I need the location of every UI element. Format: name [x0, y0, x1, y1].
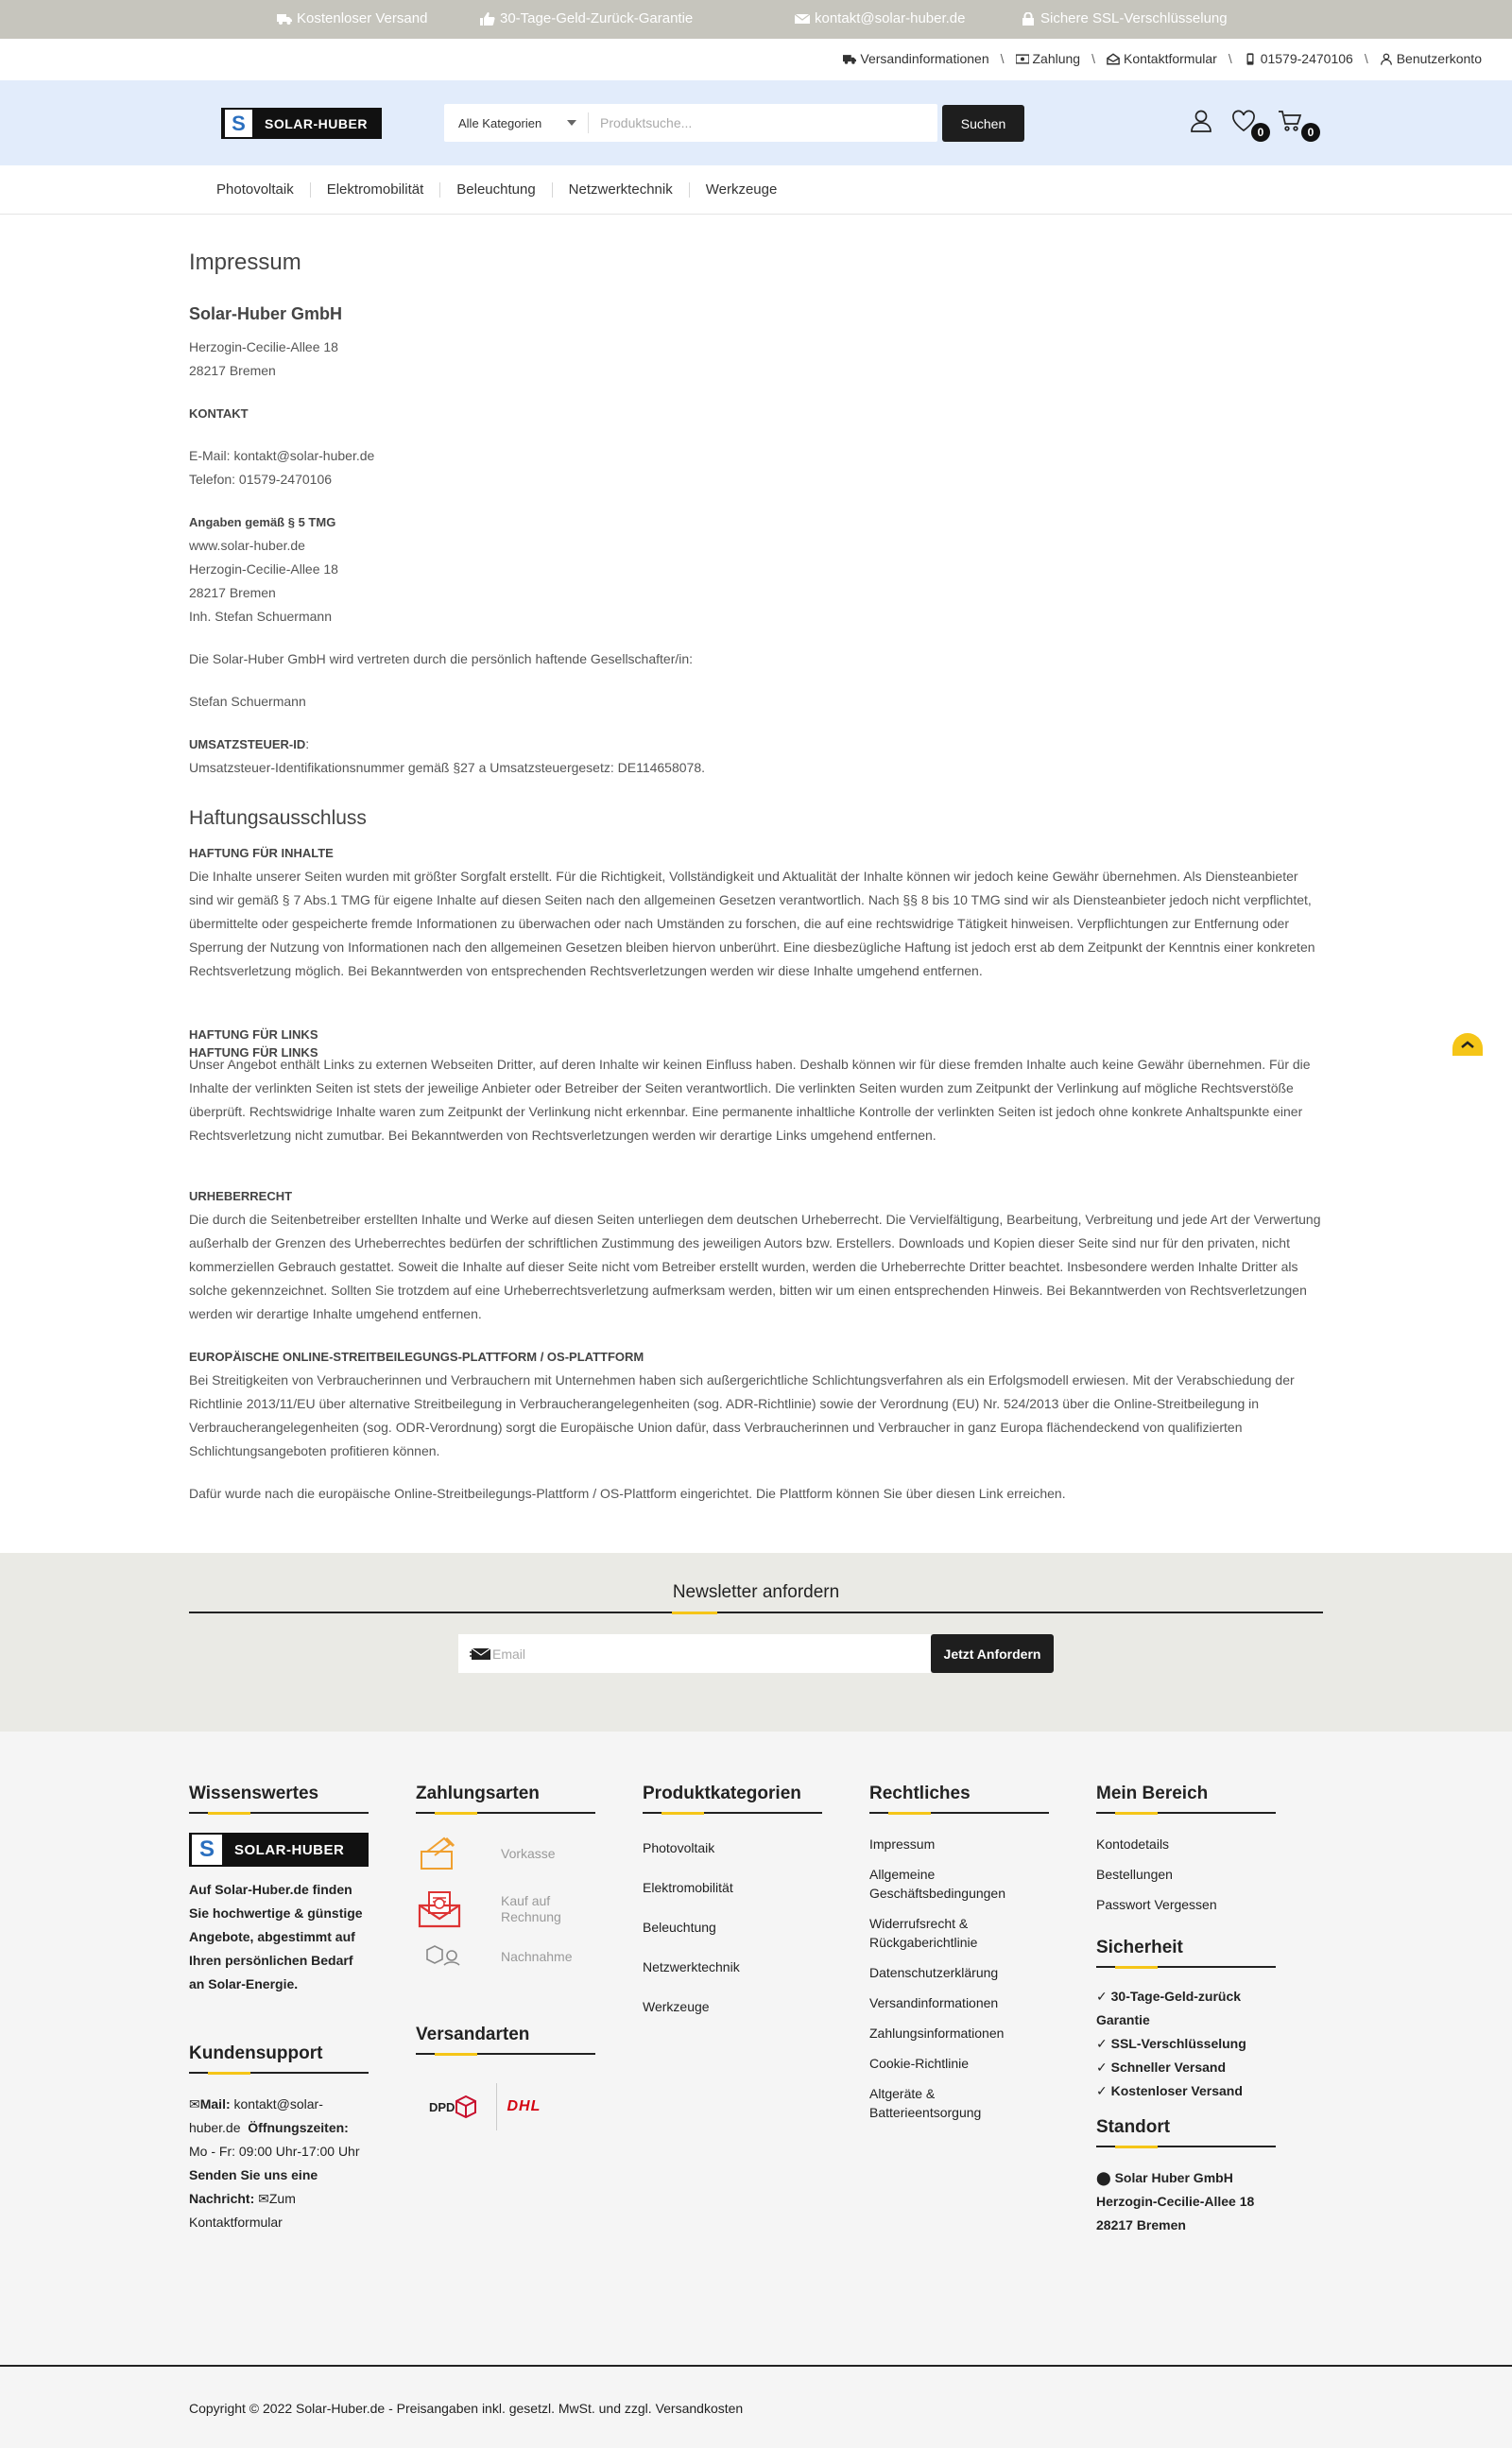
dpd-logo: DPD — [429, 2099, 455, 2114]
footer-legal-link[interactable]: Zahlungsinformationen — [869, 2026, 1005, 2041]
divider — [310, 182, 311, 198]
footer-account-link[interactable]: Passwort Vergessen — [1096, 1897, 1217, 1912]
footer-address: ⬤ Solar Huber GmbH Herzogin-Cecilie-Allee 18 28217 Bremen — [1096, 2170, 1255, 2233]
user-icon — [1380, 53, 1393, 65]
logo-text: SOLAR-HUBER — [265, 115, 368, 131]
service-link-payment[interactable]: Zahlung — [1016, 51, 1081, 66]
cart-count-badge: 0 — [1301, 123, 1320, 142]
copyright-heading: URHEBERRECHT — [189, 1189, 293, 1203]
footer-product-link[interactable]: Beleuchtung — [643, 1920, 716, 1935]
footer-legal-link[interactable]: Impressum — [869, 1836, 936, 1852]
dpd-cube-icon — [455, 2095, 477, 2119]
truck-icon — [277, 12, 292, 26]
vat-heading: UMSATZSTEUER-ID — [189, 737, 306, 751]
footer-legal-link[interactable]: Datenschutzerklärung — [869, 1965, 999, 1980]
vat-section: UMSATZSTEUER-ID: Umsatzsteuer-Identifikationsnummer gemäß §27 a Umsatzsteuergesetz: DE114658078. — [189, 736, 706, 775]
footer-shipping-title: Versandarten — [416, 2025, 530, 2044]
nav-item-elektromobilitaet[interactable]: Elektromobilität — [326, 181, 424, 198]
shipping-carriers — [416, 2083, 595, 2130]
chevron-up-icon — [1460, 1040, 1475, 1049]
liability-content-section: HAFTUNG FÜR INHALTE Die Inhalte unserer Seiten wurden mit größter Sorgfalt erstellt. Für die Richtigkeit, Vollständigkeit und Aktualität der Inhalte können wir jedoch keine Gewähr übernehmen. Als Diensteanbieter sind wir gemäß § 7 Abs.1 TMG für eigene Inhalte auf diesen Seiten nach den allgemeinen Gesetzen verantwortlich. Nach §§ 8 bis 10 TMG sind wir als Diensteanbieter jedoch nicht verpflichtet, übermittelte oder gespeicherte fremde Informationen zu überwachen oder nach Umständen zu forschen, die auf eine rechtswidrige Tätigkeit hinweisen. Verpflichtungen zur Entfernung oder Sperrung der Nutzung von Informationen nach den allgemeinen Gesetzen bleiben hiervon unberührt. Eine diesbezügliche Haftung ist jedoch erst ab dem Zeitpunkt der Kenntnis einer konkreten Rechtsverletzung möglich. Bei Bekanntwerden von entsprechenden Rechtsverletzungen werden wir diese Inhalte umgehend entfernen. — [189, 846, 1315, 978]
separator: \ — [1228, 51, 1232, 66]
footer-account-link[interactable]: Kontodetails — [1096, 1836, 1170, 1852]
thumbs-up-icon — [480, 12, 495, 26]
copyright-text: Copyright © 2022 Solar-Huber.de - Preisangaben inkl. gesetzl. MwSt. und zzgl. Versandkosten — [189, 2401, 744, 2416]
user-icon — [1189, 109, 1213, 133]
service-link-account[interactable]: Benutzerkonto — [1380, 51, 1482, 66]
newsletter-input-wrap — [458, 1634, 931, 1673]
footer-logo[interactable] — [189, 1833, 369, 1867]
envelope-open-icon: ✉ — [258, 2191, 269, 2206]
promo-bar — [0, 0, 1512, 39]
divider — [1096, 1966, 1276, 1968]
promo-shipping: Kostenloser Versand — [277, 10, 427, 26]
footer-product-link[interactable]: Netzwerktechnik — [643, 1959, 740, 1974]
footer-products — [643, 1784, 822, 2037]
links-heading: HAFTUNG FÜR LINKS — [189, 1027, 318, 1042]
footer-product-link[interactable]: Werkzeuge — [643, 1999, 710, 2014]
footer-legal — [869, 1784, 1049, 2133]
footer-security-title: Sicherheit — [1096, 1938, 1183, 1957]
footer-legal-link[interactable]: Versandinformationen — [869, 1995, 999, 2010]
divider — [416, 2053, 595, 2055]
support-contact-link[interactable]: Zum Kontaktformular — [189, 2191, 296, 2230]
divider — [496, 2083, 497, 2130]
divider — [189, 2072, 369, 2074]
footer-location — [1096, 2117, 1276, 2237]
wishlist-count-badge: 0 — [1251, 123, 1270, 142]
promo-guarantee: 30-Tage-Geld-Zurück-Garantie — [480, 10, 693, 26]
footer-products-list — [643, 1838, 822, 2016]
promo-ssl: Sichere SSL-Verschlüsselung — [1021, 10, 1228, 26]
money-icon — [1016, 53, 1029, 65]
logo-letter: S — [192, 1835, 222, 1865]
contact-details: E-Mail: kontakt@solar-huber.de Telefon: 01579-2470106 — [189, 448, 375, 487]
envelope-open-icon — [1107, 53, 1120, 65]
liability-links-section: HAFTUNG FÜR LINKS HAFTUNG FÜR LINKS Unser Angebot enthält Links zu externen Webseiten Dritter, auf deren Inhalte wir keinen Einfluss haben. Deshalb können wir für diese fremden Inhalte auch keine Gewähr übernehmen. Für die Inhalte der verlinkten Seiten ist stets der jeweilige Anbieter oder Betreiber der Seiten verantwortlich. Die verlinkten Seiten wurden zum Zeitpunkt der Verlinkung auf mögliche Rechtsverstöße überprüft. Rechtswidrige Inhalte waren zum Zeitpunkt der Verlinkung nicht erkennbar. Eine permanente inhaltliche Kontrolle der verlinkten Seiten ist jedoch ohne konkrete Anhaltspunkte einer Rechtsverletzung nicht zumutbar. Bei Bekanntwerden von Rechtsverletzungen werden wir derartige Links umgehend entfernen. — [189, 1027, 1311, 1143]
prepayment-icon — [416, 1835, 465, 1872]
paper-plane-icon — [470, 1647, 490, 1661]
footer-legal-list — [869, 1835, 1049, 2122]
category-select[interactable]: Alle Kategorien — [444, 104, 588, 142]
divider — [189, 1612, 1323, 1613]
footer-account-list — [1096, 1835, 1276, 1914]
tmg-heading: Angaben gemäß § 5 TMG — [189, 515, 336, 529]
accent-line — [672, 1612, 717, 1614]
footer-legal-link[interactable]: Cookie-Richtlinie — [869, 2056, 970, 2071]
footer-product-link[interactable]: Elektromobilität — [643, 1880, 733, 1895]
envelope-icon: ✉ — [189, 2096, 200, 2112]
separator: \ — [1364, 51, 1368, 66]
page-title: Impressum — [189, 250, 301, 275]
divider — [1096, 1812, 1276, 1814]
divider — [689, 182, 690, 198]
service-link-contact[interactable]: Kontaktformular — [1107, 51, 1217, 66]
site-footer — [0, 1732, 1512, 2365]
site-logo[interactable] — [221, 108, 382, 139]
footer-payment — [416, 1784, 595, 1971]
content-heading: HAFTUNG FÜR INHALTE — [189, 846, 334, 860]
cart-icon — [1278, 109, 1302, 133]
footer-about-text: Auf Solar-Huber.de finden Sie hochwertige & günstige Angebote, abgestimmt auf Ihren persönlichen Bedarf an Solar-Energie. — [189, 1882, 363, 1991]
footer-payment-title: Zahlungsarten — [416, 1784, 540, 1803]
payment-method-invoice: Kauf auf Rechnung — [416, 1886, 595, 1933]
truck-icon — [843, 53, 856, 65]
divider — [552, 182, 553, 198]
copyright-section: URHEBERRECHT Die durch die Seitenbetreiber erstellten Inhalte und Werke auf diesen Seiten unterliegen dem deutschen Urheberrecht. Die Vervielfältigung, Bearbeitung, Verbreitung und jede Art der Verwertung außerhalb der Grenzen des Urheberrechtes bedürfen der schriftlichen Zustimmung des jeweiligen Autors bzw. Erstellers. Downloads und Kopien dieser Seite sind nur für den privaten, nicht kommerziellen Gebrauch gestattet. Soweit die Inhalte auf dieser Seite nicht vom Betreiber erstellt wurden, werden die Urheberrechte Dritter beachtet. Insbesondere werden Inhalte Dritter als solche gekennzeichnet. Sollten Sie trotzdem auf eine Urheberrechtsverletzung aufmerksam werden, bitten wir um einen entsprechenden Hinweis. Bei Bekanntwerden von Rechtsverletzungen werden wir derartige Inhalte umgehend entfernen. — [189, 1189, 1321, 1321]
newsletter-section — [0, 1553, 1512, 1732]
os-link-text[interactable]: Dafür wurde nach die europäische Online-Streitbeilegungs-Plattform / OS-Plattform eingerichtet. Die Plattform können Sie über diesen Link erreichen. — [189, 1486, 1066, 1501]
logo-text: SOLAR-HUBER — [234, 1841, 345, 1858]
scroll-top-button[interactable] — [1452, 1033, 1483, 1056]
divider — [1096, 2146, 1276, 2147]
cart-button[interactable] — [1278, 109, 1302, 133]
service-link-shipping[interactable]: Versandinformationen — [843, 51, 988, 66]
divider — [439, 182, 440, 198]
footer-about — [189, 1784, 369, 1996]
footer-shipping — [416, 2025, 595, 2130]
footer-account-title: Mein Bereich — [1096, 1784, 1209, 1803]
payment-method-cod: Nachnahme — [416, 1942, 595, 1971]
representative: Stefan Schuermann — [189, 694, 306, 709]
map-marker-icon: ⬤ — [1096, 2170, 1111, 2185]
copyright-bar — [0, 2365, 1512, 2448]
footer-products-title: Produktkategorien — [643, 1784, 801, 1803]
footer-legal-link[interactable]: Allgemeine Geschäftsbedingungen — [869, 1867, 1005, 1901]
footer-location-title: Standort — [1096, 2117, 1171, 2137]
liability-title: Haftungsausschluss — [189, 807, 367, 829]
invoice-icon — [416, 1890, 465, 1928]
newsletter-submit-button[interactable]: Jetzt Anfordern — [931, 1634, 1054, 1673]
nav-item-photovoltaik[interactable]: Photovoltaik — [216, 181, 294, 198]
os-heading: EUROPÄISCHE ONLINE-STREITBEILEGUNGS-PLATTFORM / OS-PLATTFORM — [189, 1350, 644, 1364]
contact-heading: KONTAKT — [189, 406, 249, 421]
separator: \ — [1000, 51, 1005, 66]
nav-item-werkzeuge[interactable]: Werkzeuge — [705, 181, 778, 198]
nav-item-netzwerktechnik[interactable]: Netzwerktechnik — [568, 181, 673, 198]
separator: \ — [1091, 51, 1095, 66]
footer-legal-link[interactable]: Altgeräte & Batterieentsorgung — [869, 2086, 982, 2120]
company-address: Herzogin-Cecilie-Allee 18 28217 Bremen — [189, 339, 338, 378]
service-link-phone[interactable]: 01579-2470106 — [1244, 51, 1353, 66]
promo-email[interactable]: kontakt@solar-huber.de — [795, 10, 966, 26]
footer-support — [189, 2043, 369, 2234]
mobile-phone-icon — [1244, 53, 1257, 65]
service-links — [843, 51, 1482, 66]
tmg-section: Angaben gemäß § 5 TMG www.solar-huber.de Herzogin-Cecilie-Allee 18 28217 Bremen Inh. Stefan Schuermann — [189, 510, 1323, 629]
account-button[interactable] — [1189, 109, 1213, 133]
lock-icon — [1021, 12, 1036, 26]
footer-about-title: Wissenswertes — [189, 1784, 319, 1803]
footer-support-title: Kundensupport — [189, 2043, 323, 2063]
service-bar — [0, 39, 1512, 80]
payment-method-prepayment: Vorkasse — [416, 1835, 595, 1872]
chevron-down-icon — [567, 120, 576, 126]
footer-legal-link[interactable]: Widerrufsrecht & Rückgaberichtlinie — [869, 1916, 978, 1950]
support-details: ✉Mail: kontakt@solar-huber.de Öffnungszeiten: Mo - Fr: 09:00 Uhr-17:00 Uhr Senden Sie uns eine Nachricht: ✉Zum Kontaktformular — [189, 2096, 360, 2230]
newsletter-title: Newsletter anfordern — [672, 1582, 840, 1602]
site-header — [0, 80, 1512, 165]
logo-letter: S — [225, 110, 252, 137]
footer-account — [1096, 1784, 1276, 1925]
newsletter-email-input[interactable] — [492, 1635, 931, 1673]
dhl-logo: DHL — [507, 2098, 541, 2114]
footer-product-link[interactable]: Photovoltaik — [643, 1840, 715, 1855]
footer-legal-title: Rechtliches — [869, 1784, 971, 1803]
nav-item-beleuchtung[interactable]: Beleuchtung — [456, 181, 536, 198]
search-input[interactable] — [589, 104, 937, 142]
divider — [869, 1812, 1049, 1814]
divider — [643, 1812, 822, 1814]
category-nav — [0, 165, 1512, 215]
search-button[interactable]: Suchen — [942, 105, 1024, 142]
footer-security — [1096, 1938, 1276, 2103]
divider — [189, 1812, 369, 1814]
envelope-icon — [795, 12, 810, 26]
footer-security-list: ✓ 30-Tage-Geld-zurück Garantie ✓ SSL-Verschlüsselung ✓ Schneller Versand ✓ Kostenloser Versand — [1096, 1989, 1246, 2098]
support-email[interactable]: kontakt@solar-huber.de — [189, 2096, 323, 2135]
company-name: Solar-Huber GmbH — [189, 304, 343, 323]
footer-account-link[interactable]: Bestellungen — [1096, 1867, 1173, 1882]
search-bar — [444, 104, 937, 142]
represented-by: Die Solar-Huber GmbH wird vertreten durch die persönlich haftende Gesellschafter/in: — [189, 651, 694, 666]
os-platform-section: EUROPÄISCHE ONLINE-STREITBEILEGUNGS-PLATTFORM / OS-PLATTFORM Bei Streitigkeiten von Verbraucherinnen und Verbrauchern mit Unternehmen haben sich außergerichtliche Schlichtungsverfahren als ein Erfolgsmodell erwiesen. Mit der Verabschiedung der Richtlinie 2013/11/EU über alternative Streitbeilegung in Verbraucherangelegenheiten (sog. ADR-Richtlinie) sowie der Verordnung (EU) Nr. 524/2013 über die Online-Streitbeilegung in Verbraucherangelegenheiten (sog. ODR-Verordnung) sorgt die Europäische Union dafür, dass Verbraucherinnen und Verbraucher in ganz Europa flächendeckend von qualifizierten Schlichtungsangeboten profitieren können. — [189, 1350, 1295, 1458]
cash-on-delivery-icon — [416, 1938, 465, 1975]
website-link[interactable]: www.solar-huber.de — [189, 538, 305, 553]
divider — [416, 1812, 595, 1814]
